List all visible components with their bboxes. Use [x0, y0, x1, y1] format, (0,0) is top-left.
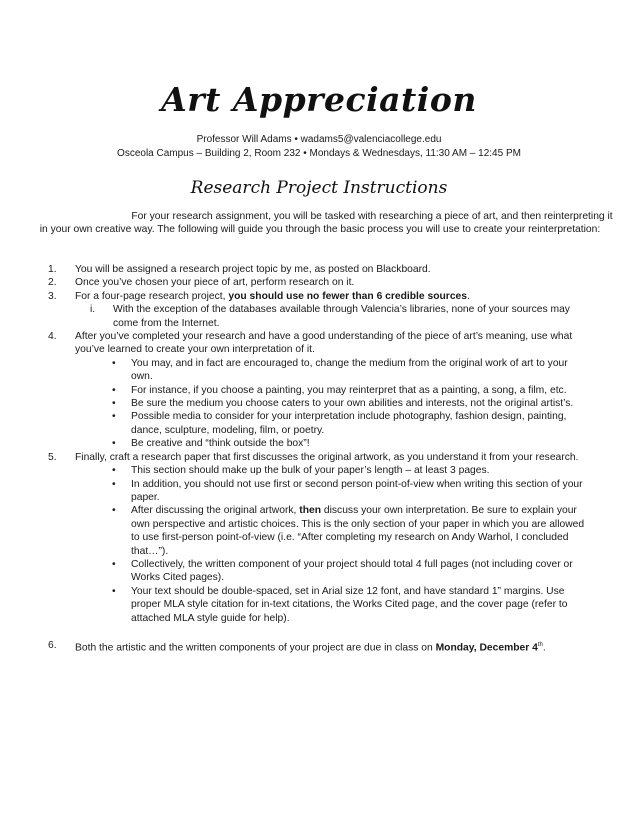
list-item: 5. Finally, craft a research paper that first discusses the original artwork, as you understand it from your research. [48, 451, 579, 463]
section-title: Research Project Instructions [190, 178, 448, 198]
bullet-item: • Your text should be double-spaced, set in Arial size 12 font, and have standard 1” margins. Use proper MLA style citation for in-text citations, the Works Cited page, and the cover page (refer to attached MLA style guide for help). [112, 585, 568, 624]
list-item: 4. After you’ve completed your research and have a good understanding of the piece of art’s meaning, use what you’ve learned to create your own interpretation of it. [48, 331, 573, 356]
list-item: 1. You will be assigned a research project topic by me, as posted on Blackboard. [48, 264, 431, 275]
instructions-list [0, 263, 638, 655]
bullet-icon: • [112, 357, 116, 369]
bullet-icon: • [112, 384, 116, 396]
bullet-icon: • [112, 585, 116, 597]
bullet-item: • In addition, you should not use first or second person point-of-view when writing this section of your paper. [112, 478, 583, 503]
intro-paragraph: For your research assignment, you will be tasked with researching a piece of art, and then reinterpreting it in your own creative way. The following will guide you through the basic process you will use to create your reinterpretation: [39, 211, 613, 236]
bullet-item: • For instance, if you choose a painting, you may reinterpret that as a painting, a song, a film, etc. [112, 384, 567, 396]
list-subitem: i. With the exception of the databases available through Valencia’s libraries, none of your sources may come from the Internet. [90, 304, 570, 329]
spacer [0, 625, 638, 639]
bullet-icon: • [112, 505, 116, 517]
bullet-item: • You may, and in fact are encouraged to, change the medium from the original work of art to your own. [112, 357, 568, 383]
bullet-icon: • [112, 411, 116, 423]
bullet-item: • After discussing the original artwork, then discuss your own interpretation. Be sure to explain your own perspective and artistic choices. This is the only section of your paper in which you are allowed to use first-person point-of-view (i.e. “After completing my research on Andy Warhol, I concluded that…”). [112, 505, 585, 557]
bullet-icon: • [112, 478, 116, 490]
bullet-item: • Be creative and “think outside the box”! [112, 438, 310, 450]
contact-line-2: Osceola Campus – Building 2, Room 232 • Mondays & Wednesdays, 11:30 AM – 12:45 PM [117, 148, 521, 159]
bullet-item: • This section should make up the bulk of your paper’s length – at least 3 pages. [112, 465, 490, 477]
bullet-item: • Be sure the medium you choose caters to your own abilities and interests, not the original artist’s. [112, 398, 574, 410]
bullet-item: • Possible media to consider for your interpretation include photography, fashion design, painting, dance, sculpture, modeling, film, or poetry. [112, 411, 567, 436]
list-item: 3. For a four-page research project, you should use no fewer than 6 credible sources. [48, 290, 470, 302]
bullet-item: • Collectively, the written component of your project should total 4 full pages (not including cover or Works Cited pages). [112, 558, 573, 584]
bullet-icon: • [112, 558, 116, 570]
contact-line-1: Professor Will Adams • wadams5@valenciacollege.edu [196, 134, 442, 145]
list-item: 2. Once you’ve chosen your piece of art, perform research on it. [48, 277, 355, 289]
bullet-icon: • [112, 465, 116, 477]
bullet-icon: • [112, 438, 116, 450]
list-item: 6. Both the artistic and the written components of your project are due in class on Monday, December 4th. [48, 639, 546, 654]
bullet-icon: • [112, 398, 116, 410]
document-title: Art Appreciation [161, 80, 477, 119]
